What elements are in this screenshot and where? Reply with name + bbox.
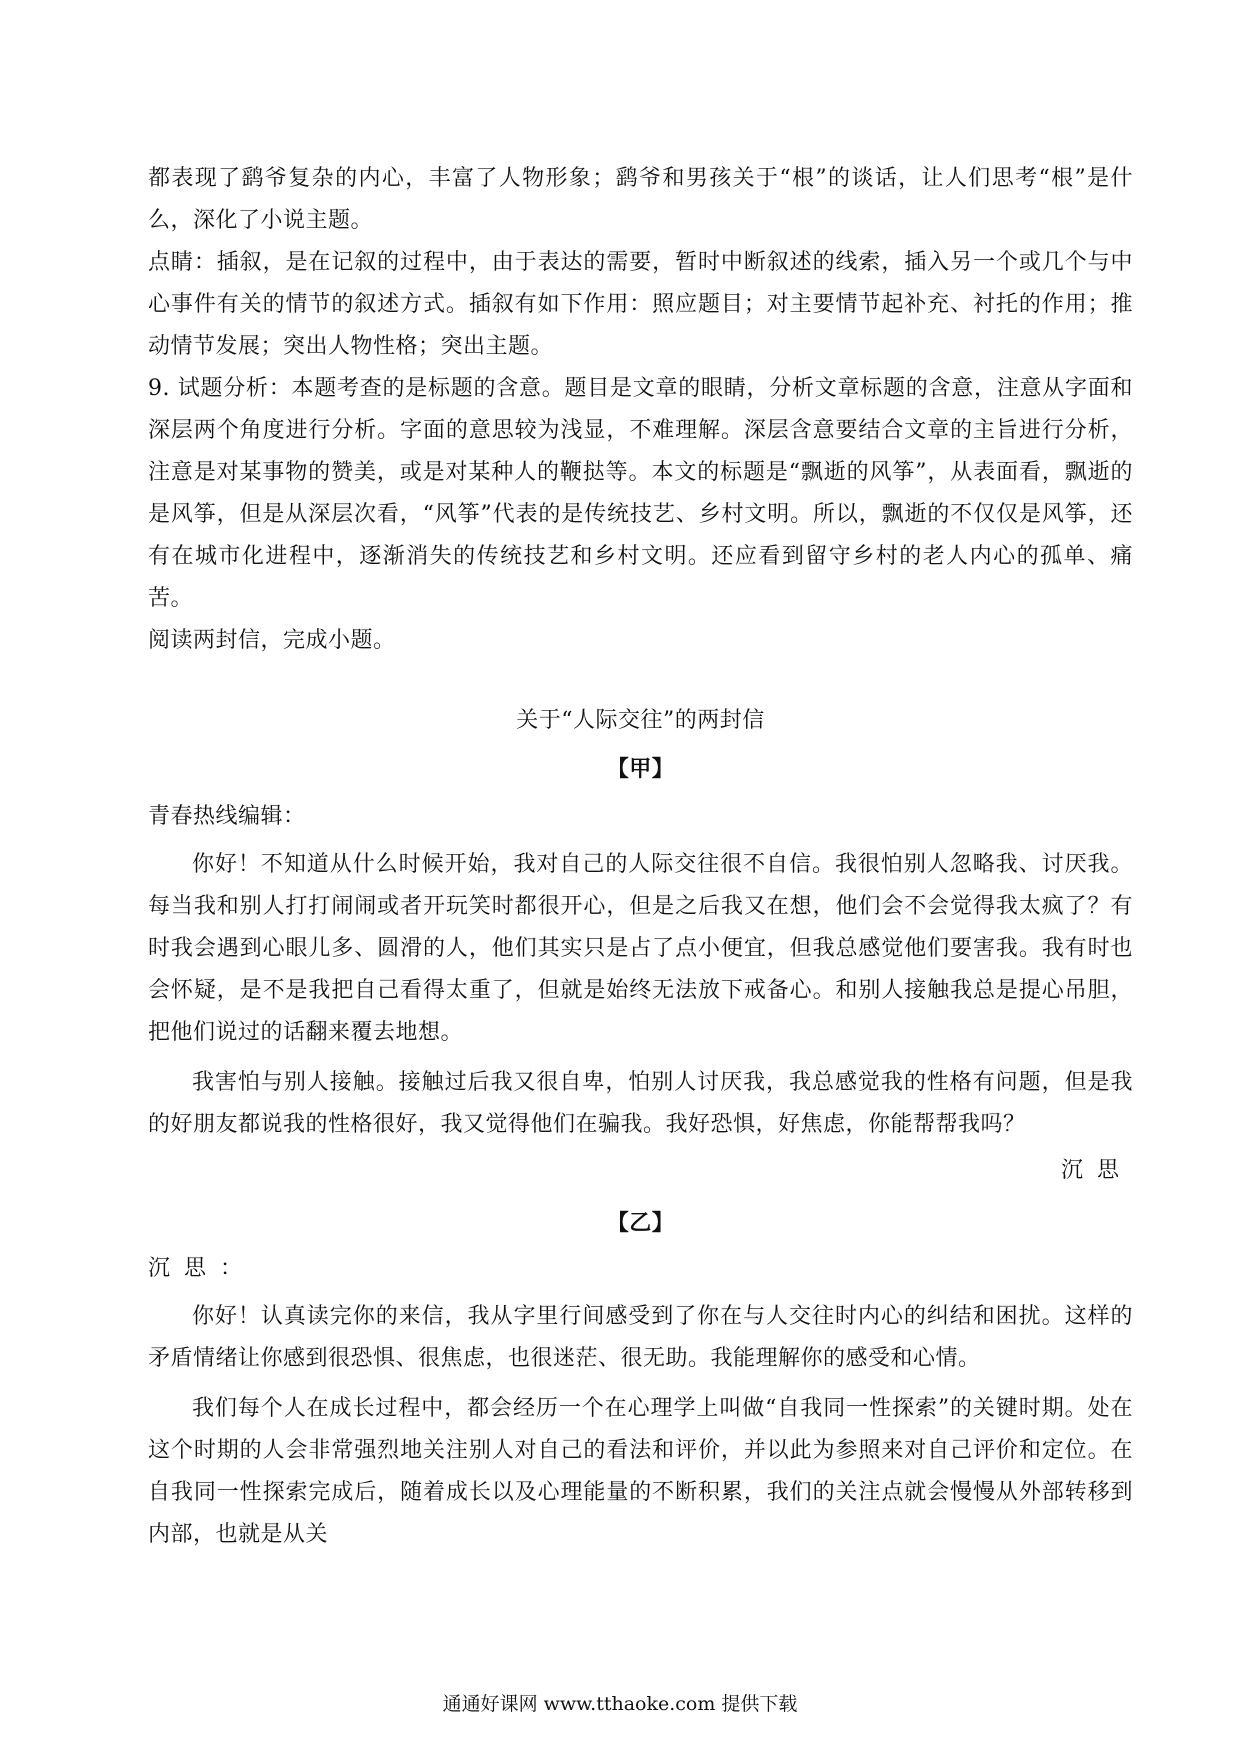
letter-yi-heading: 【乙】 <box>606 1210 675 1236</box>
paragraph-question-9: 9. 试题分析：本题考查的是标题的含意。题目是文章的眼睛，分析文章标题的含意，注意从字面和深层两个角度进行分析。字面的意思较为浅显，不难理解。深层含意要结合文章的主旨进行分析，注意是对某事物的赞美，或是对某种人的鞭挞等。本文的标题是“飘逝的风筝”，从表面看，飘逝的是风筝，但是从深层次看，“风筝”代表的是传统技艺、乡村文明。所以，飘逝的不仅仅是风筝，还有在城市化进程中，逐渐消失的传统技艺和乡村文明。还应看到留守乡村的老人内心的孤单、痛苦。 <box>148 376 1133 611</box>
paragraph-dianjing: 点睛：插叙，是在记叙的过程中，由于表达的需要，暂时中断叙述的线索，插入另一个或几个与中心事件有关的情节的叙述方式。插叙有如下作用：照应题目；对主要情节起补充、衬托的作用；推动情节发展；突出人物性格；突出主题。 <box>148 250 1133 359</box>
letter-yi-salutation: 沉思： <box>148 1256 257 1281</box>
letter-jia-heading: 【甲】 <box>606 756 675 782</box>
letter-yi-body-1: 你好！认真读完你的来信，我从字里行间感受到了你在与人交往时内心的纠结和困扰。这样的矛盾情绪让你感到很恐惧、很焦虑，也很迷茫、很无助。我能理解你的感受和心情。 <box>148 1304 1133 1371</box>
letter-jia-salutation: 青春热线编辑： <box>148 804 306 829</box>
letters-section <box>148 700 1133 1556</box>
page-footer: 通通好课网 www.tthaoke.com 提供下载 <box>442 1693 798 1715</box>
letter-jia-body-1: 你好！不知道从什么时候开始，我对自己的人际交往很不自信。我很怕别人忽略我、讨厌我。每当我和别人打打闹闹或者开玩笑时都很开心，但是之后我又在想，他们会不会觉得我太疯了？有时我会遇到心眼儿多、圆滑的人，他们其实只是占了点小便宜，但我总感觉他们要害我。我有时也会怀疑，是不是我把自己看得太重了，但就是始终无法放下戒备心。和别人接触我总是提心吊胆，把他们说过的话翻来覆去地想。 <box>148 852 1133 1045</box>
letter-jia-body-2: 我害怕与别人接触。接触过后我又很自卑，怕别人讨厌我，我总感觉我的性格有问题，但是我的好朋友都说我的性格很好，我又觉得他们在骗我。我好恐惧，好焦虑，你能帮帮我吗？ <box>148 1070 1133 1137</box>
answer-section <box>148 158 1133 662</box>
paragraph-continuation: 都表现了鹞爷复杂的内心，丰富了人物形象；鹞爷和男孩关于“根”的谈话，让人们思考“根”是什么，深化了小说主题。 <box>148 166 1133 233</box>
letter-jia-signature: 沉思 <box>1060 1158 1133 1183</box>
letters-title: 关于“人际交往”的两封信 <box>516 708 765 733</box>
letter-yi-body-2: 我们每个人在成长过程中，都会经历一个在心理学上叫做“自我同一性探索”的关键时期。处在这个时期的人会非常强烈地关注别人对自己的看法和评价，并以此为参照来对自己评价和定位。在自我同一性探索完成后，随着成长以及心理能量的不断积累，我们的关注点就会慢慢从外部转移到内部，也就是从关 <box>148 1396 1133 1547</box>
paragraph-reading-instruction: 阅读两封信，完成小题。 <box>148 628 396 653</box>
